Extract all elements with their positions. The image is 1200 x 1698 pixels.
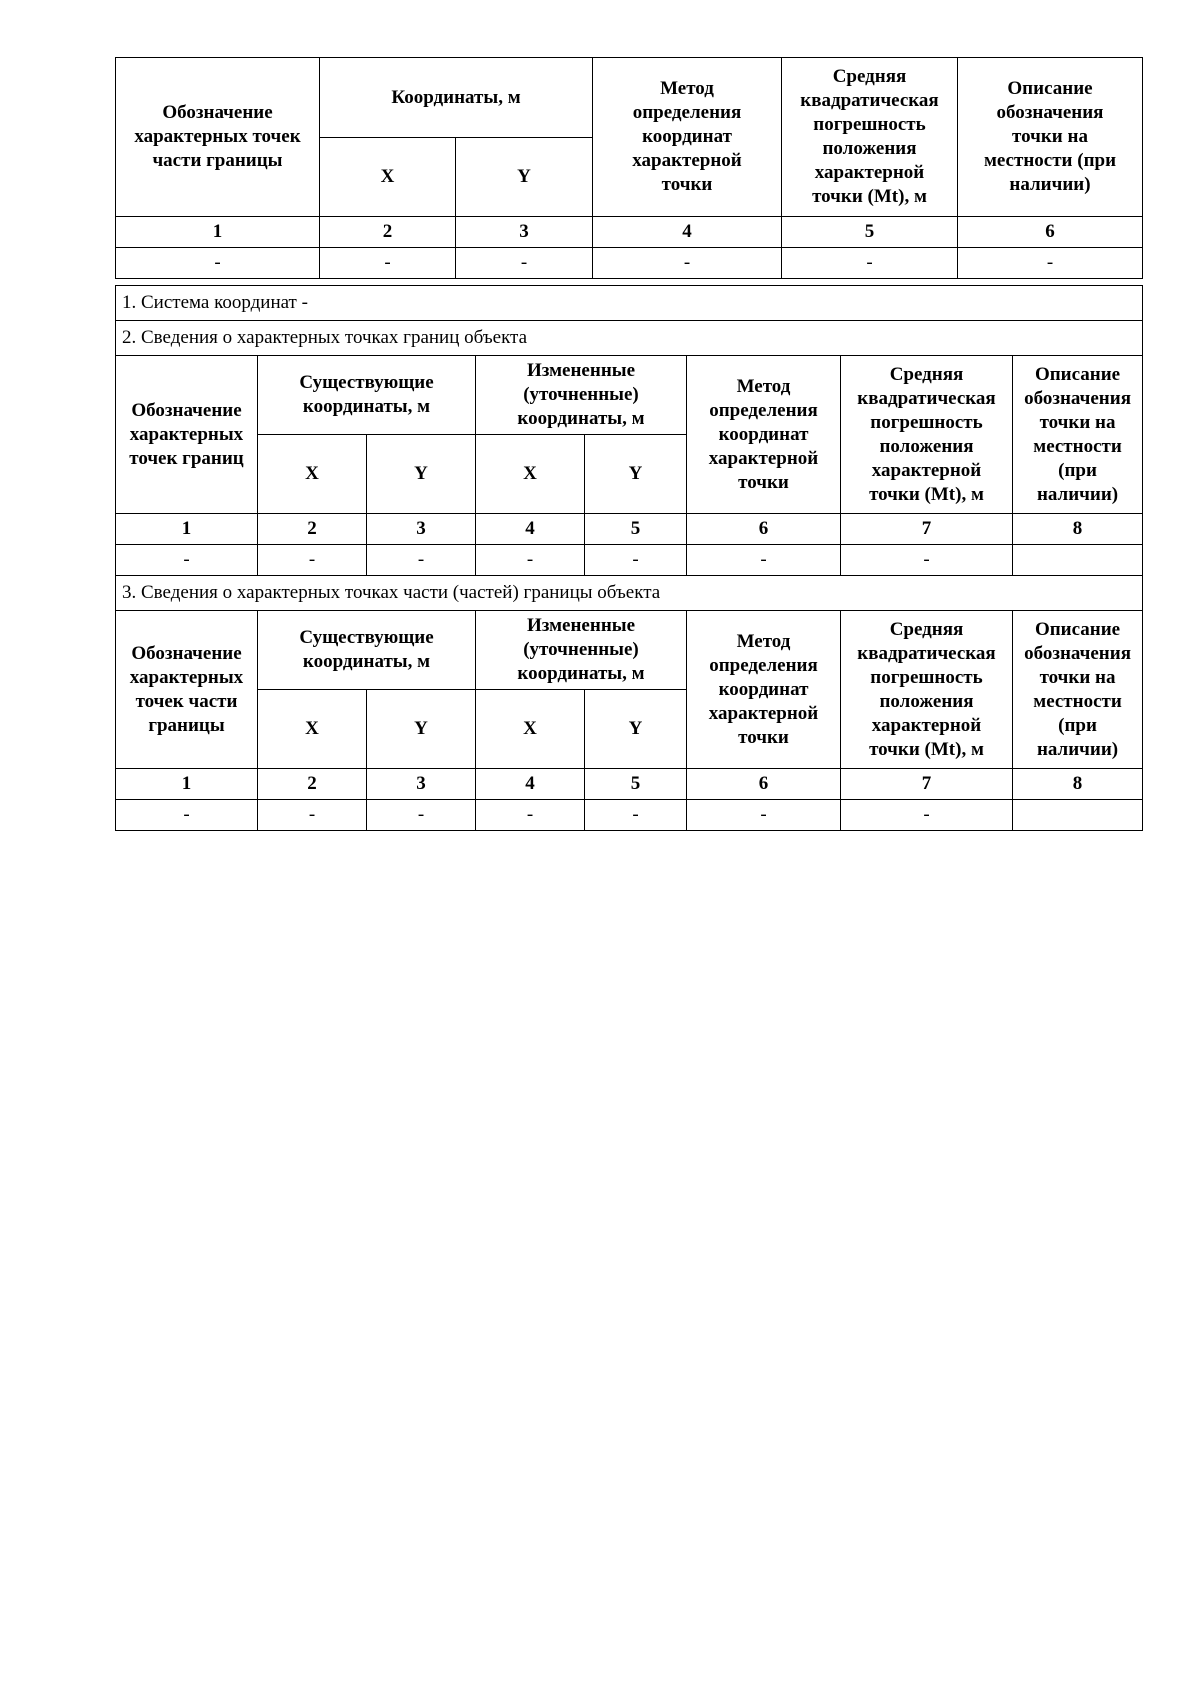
table-cell <box>1013 800 1143 831</box>
column-number: 5 <box>782 217 958 248</box>
part-boundary-points-table <box>115 57 1143 279</box>
table-cell: - <box>958 248 1143 279</box>
header-y: Y <box>456 138 593 217</box>
table-cell: - <box>687 800 841 831</box>
table-cell: - <box>476 545 585 576</box>
header-changed-coordinates: Измененные (уточненные) координаты, м <box>476 356 687 435</box>
column-number: 2 <box>320 217 456 248</box>
table-cell: - <box>593 248 782 279</box>
section-boundary-points-heading: 2. Сведения о характерных точках границ объекта <box>116 321 1143 356</box>
table-cell: - <box>116 248 320 279</box>
column-number: 8 <box>1013 514 1143 545</box>
column-number: 5 <box>585 769 687 800</box>
column-numbers-row <box>116 217 1143 248</box>
table-row <box>116 800 1143 831</box>
header-y: Y <box>585 690 687 769</box>
column-number: 7 <box>841 769 1013 800</box>
header-point-designation: Обозначение характерных точек части границы <box>116 611 258 769</box>
header-existing-coordinates: Существующие координаты, м <box>258 611 476 690</box>
table-cell: - <box>116 545 258 576</box>
column-number: 2 <box>258 514 367 545</box>
column-number: 6 <box>687 769 841 800</box>
object-boundary-points-table <box>115 285 1143 831</box>
header-y: Y <box>367 690 476 769</box>
column-number: 6 <box>687 514 841 545</box>
header-mean-square-error: Средняя квадратическая погрешность положения характерной точки (Mt), м <box>782 58 958 217</box>
header-mean-square-error: Средняя квадратическая погрешность положения характерной точки (Mt), м <box>841 611 1013 769</box>
header-x: X <box>476 435 585 514</box>
table-cell: - <box>585 545 687 576</box>
column-number: 4 <box>476 514 585 545</box>
header-description: Описание обозначения точки на местности (при наличии) <box>958 58 1143 217</box>
column-number: 3 <box>367 514 476 545</box>
header-method: Метод определения координат характерной точки <box>687 611 841 769</box>
header-x: X <box>476 690 585 769</box>
section-coordinate-system: 1. Система координат - <box>116 286 1143 321</box>
column-number: 2 <box>258 769 367 800</box>
header-coordinates: Координаты, м <box>320 58 593 138</box>
table-cell: - <box>841 545 1013 576</box>
header-existing-coordinates: Существующие координаты, м <box>258 356 476 435</box>
table-cell: - <box>585 800 687 831</box>
column-number: 7 <box>841 514 1013 545</box>
column-number: 3 <box>456 217 593 248</box>
table-cell: - <box>367 800 476 831</box>
table-cell: - <box>258 545 367 576</box>
header-x: X <box>258 435 367 514</box>
column-number: 5 <box>585 514 687 545</box>
table-cell: - <box>116 800 258 831</box>
header-x: X <box>258 690 367 769</box>
header-x: X <box>320 138 456 217</box>
header-y: Y <box>367 435 476 514</box>
header-method: Метод определения координат характерной точки <box>687 356 841 514</box>
table-cell: - <box>258 800 367 831</box>
table-cell: - <box>320 248 456 279</box>
section-part-boundary-points-heading: 3. Сведения о характерных точках части (частей) границы объекта <box>116 576 1143 611</box>
column-number: 8 <box>1013 769 1143 800</box>
column-number: 1 <box>116 769 258 800</box>
column-number: 4 <box>593 217 782 248</box>
table-cell: - <box>841 800 1013 831</box>
header-y: Y <box>585 435 687 514</box>
table-row <box>116 248 1143 279</box>
column-number: 6 <box>958 217 1143 248</box>
table-cell <box>1013 545 1143 576</box>
column-number: 1 <box>116 514 258 545</box>
column-number: 4 <box>476 769 585 800</box>
table-cell: - <box>476 800 585 831</box>
document-page <box>115 57 1142 831</box>
table-cell: - <box>687 545 841 576</box>
column-number: 1 <box>116 217 320 248</box>
header-changed-coordinates: Измененные (уточненные) координаты, м <box>476 611 687 690</box>
table-cell: - <box>367 545 476 576</box>
header-point-designation: Обозначение характерных точек части границы <box>116 58 320 217</box>
column-numbers-row <box>116 514 1143 545</box>
header-method: Метод определения координат характерной точки <box>593 58 782 217</box>
table-cell: - <box>782 248 958 279</box>
header-point-designation: Обозначение характерных точек границ <box>116 356 258 514</box>
header-mean-square-error: Средняя квадратическая погрешность положения характерной точки (Mt), м <box>841 356 1013 514</box>
table-row <box>116 545 1143 576</box>
header-description: Описание обозначения точки на местности (при наличии) <box>1013 356 1143 514</box>
header-description: Описание обозначения точки на местности (при наличии) <box>1013 611 1143 769</box>
column-numbers-row <box>116 769 1143 800</box>
table-cell: - <box>456 248 593 279</box>
column-number: 3 <box>367 769 476 800</box>
